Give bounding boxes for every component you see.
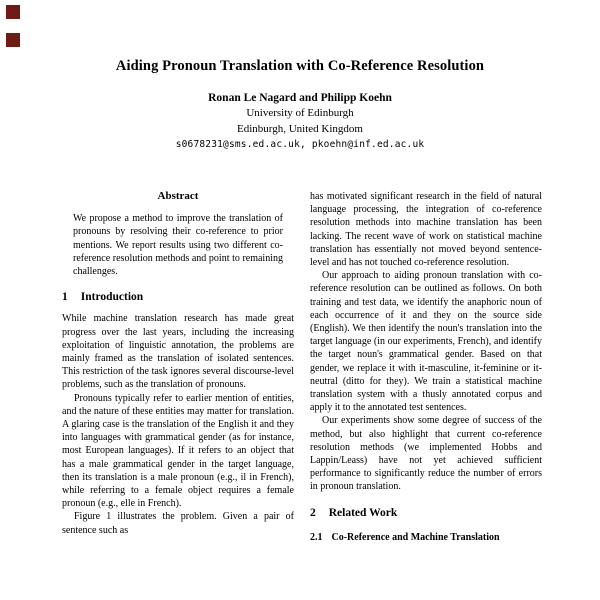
abstract-heading: Abstract [157, 190, 199, 202]
section-number: 2 [310, 506, 316, 519]
subsection-number: 2.1 [310, 531, 323, 543]
abstract-text: We propose a method to improve the translation of pronouns by resolving their co-reference to prior mentions. We report results using two different co-reference resolution methods and point to remaining challenges. [73, 213, 283, 278]
section-heading-introduction [62, 291, 294, 304]
subsection-title: Co-Reference and Machine Translation [331, 531, 500, 543]
paper-authors: Ronan Le Nagard and Philipp Koehn [208, 92, 392, 104]
paper-title: Aiding Pronoun Translation with Co-Reference Resolution [115, 58, 485, 74]
section-title: Related Work [328, 506, 398, 519]
paper-header [0, 0, 600, 150]
section-number: 1 [62, 291, 68, 304]
right-column [310, 190, 542, 550]
section-heading-related-work [310, 507, 542, 520]
body-paragraph: Pronouns typically refer to earlier mention of entities, and the nature of these entities may matter for translation. A glaring case is the translation of the English it and they into languages with grammatical gender (as for instance, most European languages). If it refers to an object that has a male grammatical gender in the target language, then its translation is a male pronoun (e.g., il in French), while referring to a female object requires a female pronoun (e.g., elle in French). [62, 392, 294, 510]
red-square-marker-top [6, 5, 20, 19]
subsection-heading-coreference-mt [310, 531, 542, 544]
paper-emails: s0678231@sms.ed.ac.uk, pkoehn@inf.ed.ac.uk [175, 139, 425, 150]
left-column [62, 190, 294, 550]
paper-affiliation: University of Edinburgh [246, 107, 354, 119]
paper-location: Edinburgh, United Kingdom [237, 123, 363, 135]
section-title: Introduction [80, 291, 144, 304]
red-square-marker-bottom [6, 33, 20, 47]
body-paragraph: Our experiments show some degree of success of the method, but also highlight that current co-reference resolution methods (we implemented Hobbs and Lappin/Leass) have not yet achieved sufficient performance to significantly reduce the number of errors in pronoun translation. [310, 415, 542, 493]
two-column-body [62, 190, 542, 550]
body-paragraph: Figure 1 illustrates the problem. Given a pair of sentence such as [62, 511, 294, 536]
body-paragraph: While machine translation research has made great progress over the last years, including the increasing exploitation of linguistic annotation, the problems are mainly framed as the translation of isolated sentences. This restriction of the task ignores several discourse-level problems, such as the translation of pronouns. [62, 313, 294, 391]
body-paragraph: has motivated significant research in the field of natural language processing, the integration of co-reference resolution methods into machine translation has been lacking. The recent wave of work on statistical machine translation has essentially not moved beyond sentence-level and has not touched co-reference resolution. [310, 191, 542, 269]
body-paragraph: Our approach to aiding pronoun translation with co-reference resolution can be outlined as follows. On both training and test data, we identify the anaphoric noun of each occurrence of it and they on the source side (English). We then identify the noun's translation into the target language (in our experiments, French), and identify the target noun's grammatical gender. Based on that gender, we replace it with it-masculine, it-feminine or it-neutral (ditto for they). We train a statistical machine translation system with a thusly annotated corpus and apply it to the annotated test sentences. [310, 270, 542, 414]
